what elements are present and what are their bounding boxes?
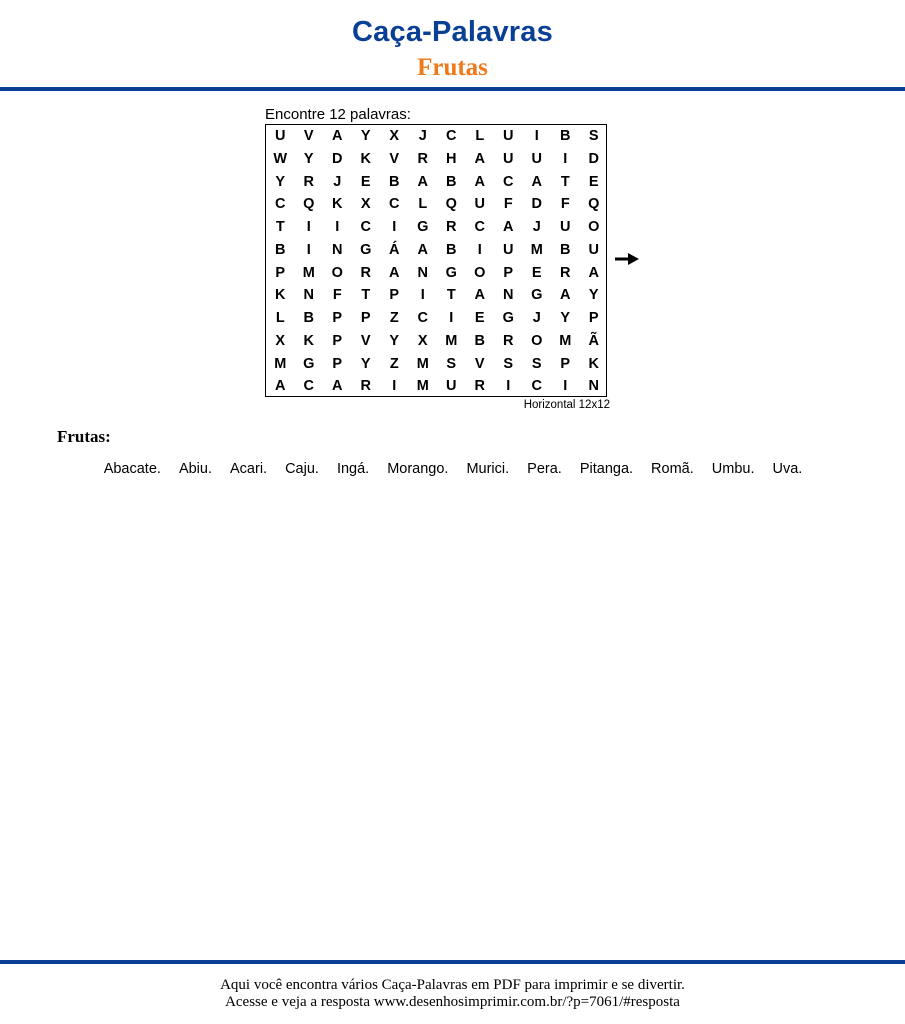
grid-cell: J bbox=[418, 128, 427, 144]
grid-cell: H bbox=[446, 150, 457, 167]
grid-cell: C bbox=[303, 378, 314, 395]
grid-cell: Y bbox=[360, 355, 371, 372]
grid-cell: J bbox=[333, 173, 342, 190]
grid-cell: A bbox=[417, 173, 428, 190]
grid-cell: G bbox=[531, 287, 543, 304]
grid-cell: O bbox=[588, 219, 600, 235]
grid-cell: C bbox=[503, 173, 514, 190]
grid-cell: A bbox=[560, 287, 571, 304]
word-list-heading: Frutas: bbox=[57, 427, 111, 446]
grid-row bbox=[266, 284, 606, 307]
grid-cell: R bbox=[560, 264, 571, 281]
grid-cell: N bbox=[588, 378, 599, 395]
grid-cell: I bbox=[392, 378, 397, 395]
grid-cell: R bbox=[360, 264, 371, 281]
grid-cell: M bbox=[445, 332, 458, 349]
grid-cell: I bbox=[563, 150, 568, 167]
grid-cell: N bbox=[417, 264, 428, 281]
grid-row bbox=[266, 375, 606, 398]
grid-cell: I bbox=[477, 241, 482, 258]
grid-cell: Ã bbox=[588, 332, 599, 349]
grid-cell: Z bbox=[389, 355, 399, 372]
grid-cell: I bbox=[306, 219, 311, 235]
grid-row bbox=[266, 239, 606, 262]
grid-cell: O bbox=[331, 264, 343, 281]
grid-cell: A bbox=[389, 264, 400, 281]
grid-cell: B bbox=[560, 128, 571, 144]
grid-cell: G bbox=[502, 310, 514, 326]
grid-cell: F bbox=[332, 287, 342, 304]
grid-cell: U bbox=[503, 150, 514, 167]
grid-cell: M bbox=[530, 241, 543, 258]
grid-cell: R bbox=[503, 332, 514, 349]
grid-cell: A bbox=[503, 219, 514, 235]
word-search-grid bbox=[265, 124, 607, 397]
word-list bbox=[58, 455, 848, 483]
grid-cell: M bbox=[274, 355, 287, 372]
grid-cell: C bbox=[360, 219, 371, 235]
grid-cell: X bbox=[275, 332, 286, 349]
grid-cell: I bbox=[335, 219, 340, 235]
grid-cell: T bbox=[275, 219, 285, 235]
grid-cell: A bbox=[474, 287, 485, 304]
grid-cell: B bbox=[446, 241, 457, 258]
word-list-item: Abacate. bbox=[103, 461, 161, 477]
grid-row bbox=[266, 216, 606, 239]
grid-cell: K bbox=[303, 332, 314, 349]
grid-cell: G bbox=[445, 264, 457, 281]
grid-cell: A bbox=[474, 173, 485, 190]
grid-cell: C bbox=[389, 196, 400, 213]
grid-cell: N bbox=[503, 287, 514, 304]
grid-cell: O bbox=[531, 332, 543, 349]
grid-cell: R bbox=[360, 378, 371, 395]
grid-row bbox=[266, 353, 606, 376]
grid-cell: U bbox=[560, 219, 571, 235]
grid-cell: P bbox=[503, 264, 514, 281]
grid-cell: G bbox=[360, 241, 372, 258]
grid-cell: N bbox=[303, 287, 314, 304]
grid-cell: U bbox=[531, 150, 542, 167]
grid-cell: J bbox=[532, 310, 541, 326]
grid-cell: S bbox=[531, 355, 542, 372]
grid-cell: B bbox=[303, 310, 314, 326]
grid-row bbox=[266, 148, 606, 171]
grid-cell: I bbox=[392, 219, 397, 235]
grid-cell: M bbox=[416, 355, 429, 372]
grid-cell: C bbox=[275, 196, 286, 213]
grid-cell: M bbox=[416, 378, 429, 395]
grid-cell: K bbox=[360, 150, 371, 167]
word-list-item: Uva. bbox=[772, 461, 803, 477]
grid-row bbox=[266, 193, 606, 216]
grid-cell: A bbox=[417, 241, 428, 258]
grid-row bbox=[266, 307, 606, 330]
word-list-item: Acari. bbox=[230, 461, 268, 477]
grid-cell: Q bbox=[303, 196, 315, 213]
grid-cell: V bbox=[474, 355, 485, 372]
grid-cell: Y bbox=[588, 287, 599, 304]
arrow-right-icon bbox=[614, 251, 640, 267]
grid-cell: U bbox=[503, 241, 514, 258]
grid-cell: S bbox=[446, 355, 457, 372]
word-list-item: Umbu. bbox=[711, 461, 755, 477]
word-list-item: Murici. bbox=[466, 461, 510, 477]
grid-cell: X bbox=[389, 128, 400, 144]
grid-cell: R bbox=[417, 150, 428, 167]
grid-cell: Z bbox=[389, 310, 399, 326]
grid-cell: P bbox=[332, 310, 343, 326]
grid-cell: R bbox=[303, 173, 314, 190]
grid-cell: K bbox=[588, 355, 599, 372]
grid-cell: U bbox=[474, 196, 485, 213]
grid-cell: L bbox=[275, 310, 285, 326]
word-list-item: Morango. bbox=[387, 461, 449, 477]
grid-row bbox=[266, 171, 606, 194]
grid-cell: M bbox=[302, 264, 315, 281]
grid-cell: G bbox=[417, 219, 429, 235]
word-list-item: Pitanga. bbox=[579, 461, 634, 477]
grid-cell: X bbox=[360, 196, 371, 213]
grid-cell: Y bbox=[360, 128, 371, 144]
grid-cell: T bbox=[446, 287, 456, 304]
word-list-item: Abiu. bbox=[178, 461, 212, 477]
grid-cell: C bbox=[446, 128, 457, 144]
word-list-item: Caju. bbox=[285, 461, 319, 477]
grid-cell: B bbox=[389, 173, 400, 190]
grid-cell: E bbox=[474, 310, 485, 326]
grid-cell: Á bbox=[389, 241, 400, 258]
grid-cell: L bbox=[418, 196, 428, 213]
grid-cell: I bbox=[449, 310, 454, 326]
word-list-item: Romã. bbox=[651, 461, 694, 477]
grid-cell: D bbox=[588, 150, 599, 167]
grid-row bbox=[266, 330, 606, 353]
puzzle-instruction: Encontre 12 palavras: bbox=[265, 106, 411, 123]
grid-cell: T bbox=[560, 173, 570, 190]
grid-cell: W bbox=[273, 150, 288, 167]
grid-cell: C bbox=[531, 378, 542, 395]
grid-cell: Y bbox=[560, 310, 571, 326]
grid-cell: V bbox=[303, 128, 314, 144]
grid-cell: T bbox=[361, 287, 371, 304]
grid-cell: B bbox=[446, 173, 457, 190]
grid-cell: Q bbox=[588, 196, 600, 213]
grid-cell: Y bbox=[389, 332, 400, 349]
grid-row bbox=[266, 125, 606, 148]
grid-cell: S bbox=[588, 128, 599, 144]
grid-cell: R bbox=[446, 219, 457, 235]
grid-cell: P bbox=[588, 310, 599, 326]
grid-cell: D bbox=[531, 196, 542, 213]
grid-cell: C bbox=[417, 310, 428, 326]
grid-cell: E bbox=[588, 173, 599, 190]
grid-cell: P bbox=[389, 287, 400, 304]
page-title: Caça-Palavras bbox=[352, 16, 553, 48]
grid-cell: K bbox=[275, 287, 286, 304]
grid-cell: F bbox=[503, 196, 513, 213]
grid-cell: Y bbox=[303, 150, 314, 167]
grid-cell: P bbox=[275, 264, 286, 281]
grid-cell: A bbox=[332, 378, 343, 395]
page-subtitle: Frutas bbox=[417, 54, 488, 81]
grid-cell: P bbox=[560, 355, 571, 372]
footer-text: Aqui você encontra vários Caça-Palavras em PDF para imprimir e se divertir. bbox=[220, 977, 685, 993]
grid-cell: L bbox=[475, 128, 485, 144]
grid-cell: Y bbox=[275, 173, 286, 190]
grid-cell: I bbox=[506, 378, 511, 395]
grid-cell: Q bbox=[445, 196, 457, 213]
grid-cell: U bbox=[446, 378, 457, 395]
grid-caption: Horizontal 12x12 bbox=[523, 399, 610, 411]
footer-link-text: Acesse e veja a resposta www.desenhosimprimir.com.br/?p=7061/#resposta bbox=[225, 994, 680, 1010]
grid-cell: P bbox=[360, 310, 371, 326]
grid-cell: U bbox=[503, 128, 514, 144]
grid-cell: M bbox=[559, 332, 572, 349]
grid-row bbox=[266, 262, 606, 285]
grid-cell: A bbox=[474, 150, 485, 167]
grid-cell: E bbox=[360, 173, 371, 190]
grid-cell: A bbox=[275, 378, 286, 395]
grid-cell: B bbox=[275, 241, 286, 258]
grid-cell: N bbox=[332, 241, 343, 258]
grid-cell: I bbox=[420, 287, 425, 304]
footer-divider bbox=[0, 960, 905, 964]
grid-cell: A bbox=[588, 264, 599, 281]
word-list-item: Ingá. bbox=[336, 461, 370, 477]
grid-cell: B bbox=[474, 332, 485, 349]
grid-cell: A bbox=[531, 173, 542, 190]
grid-cell: U bbox=[275, 128, 286, 144]
grid-cell: P bbox=[332, 332, 343, 349]
word-list-item: Pera. bbox=[527, 461, 562, 477]
grid-cell: K bbox=[332, 196, 343, 213]
grid-cell: A bbox=[332, 128, 343, 144]
grid-cell: G bbox=[303, 355, 315, 372]
grid-cell: S bbox=[503, 355, 514, 372]
grid-cell: D bbox=[332, 150, 343, 167]
grid-cell: E bbox=[531, 264, 542, 281]
grid-cell: P bbox=[332, 355, 343, 372]
grid-cell: B bbox=[560, 241, 571, 258]
grid-cell: I bbox=[306, 241, 311, 258]
grid-cell: F bbox=[560, 196, 570, 213]
grid-cell: C bbox=[474, 219, 485, 235]
grid-cell: R bbox=[474, 378, 485, 395]
grid-cell: I bbox=[534, 128, 539, 144]
grid-cell: O bbox=[474, 264, 486, 281]
grid-cell: U bbox=[588, 241, 599, 258]
header-divider bbox=[0, 87, 905, 91]
grid-cell: V bbox=[389, 150, 400, 167]
grid-cell: X bbox=[417, 332, 428, 349]
grid-cell: J bbox=[532, 219, 541, 235]
grid-cell: I bbox=[563, 378, 568, 395]
grid-cell: V bbox=[360, 332, 371, 349]
